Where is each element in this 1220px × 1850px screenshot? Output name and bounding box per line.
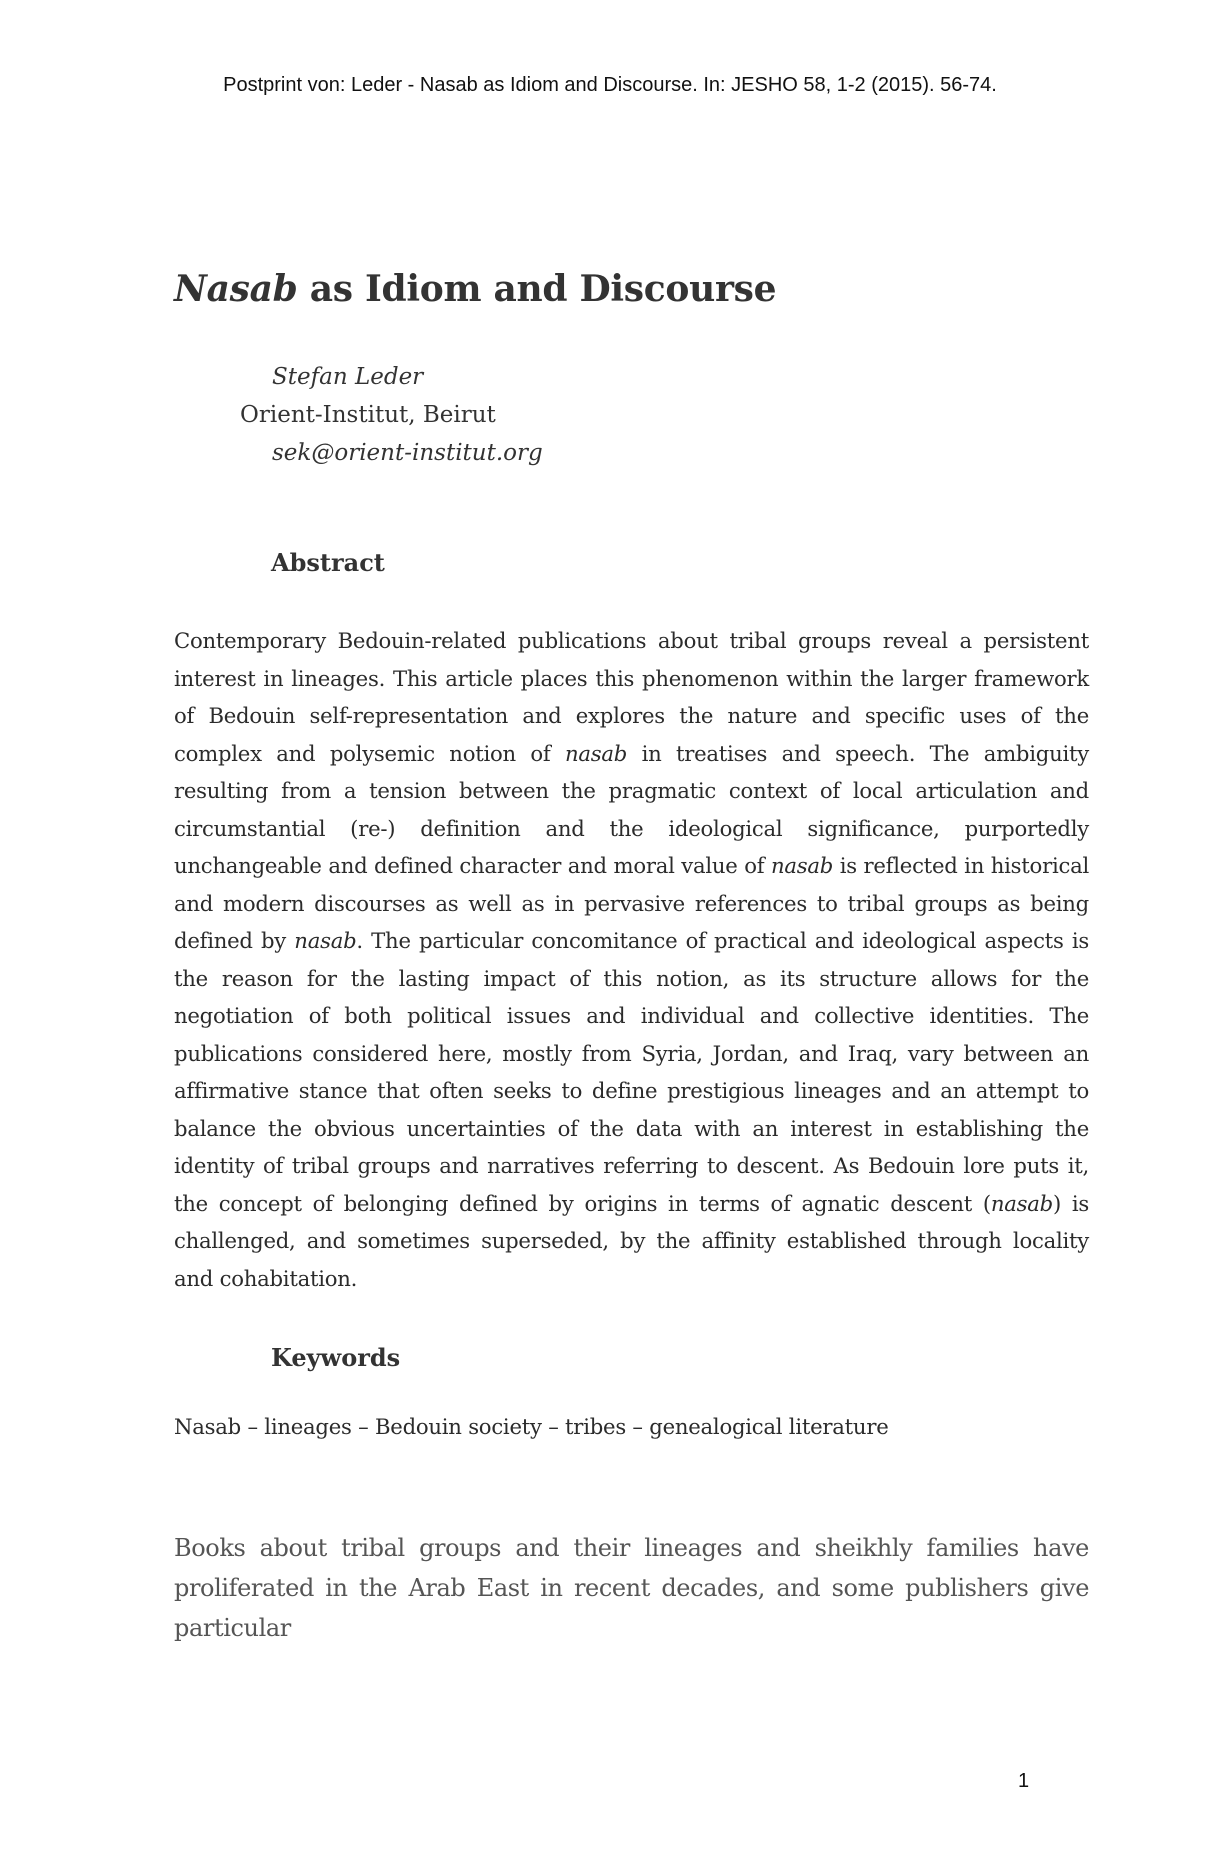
page-number: 1 [1018, 1770, 1030, 1792]
abstract-term-nasab: nasab [564, 740, 628, 766]
abstract-segment: Contemporary Bedouin-related publications about tribal groups reveal a persistent interest in lineages. This article places this phenomenon within the larger framework of Bedouin self-representation and explores the nature and specific uses of the complex and polysemic notion of [174, 628, 1089, 766]
abstract-heading: Abstract [271, 548, 385, 577]
abstract-term-nasab: nasab [294, 928, 357, 953]
keywords-heading: Keywords [271, 1343, 401, 1372]
body-paragraph: Books about tribal groups and their lineages and sheikhly families have proliferated in the Arab East in recent decades, and some publishers give particular [174, 1534, 1089, 1642]
title-italic-word: Nasab [174, 268, 298, 310]
citation-header: Postprint von: Leder - Nasab as Idiom and Discourse. In: JESHO 58, 1-2 (2015). 56-74. [223, 74, 997, 96]
author-name: Stefan Leder [272, 364, 424, 390]
author-email: sek@orient-institut.org [272, 440, 543, 466]
keywords-list: Nasab – lineages – Bedouin society – tribes – genealogical literature [174, 1414, 889, 1439]
abstract-term-nasab: nasab [990, 1190, 1053, 1216]
abstract-segment: ) is challenged, and sometimes superseded, by the affinity established through locality and cohabitation. [174, 1190, 1089, 1291]
article-title [174, 268, 776, 310]
abstract-segment: in treatises and speech. The ambiguity resulting from a tension between the pragmatic context of local articulation and circumstantial (re-) definition and the ideological significance, purportedly unchangeable and defined character and moral value of [174, 740, 1089, 878]
author-affiliation: Orient-Institut, Beirut [240, 402, 496, 428]
abstract-segment: . The particular concomitance of practical and ideological aspects is the reason for the lasting impact of this notion, as its structure allows for the negotiation of both political issues and individual and collective identities. The publications considered here, mostly from Syria, Jordan, and Iraq, vary between an affirmative stance that often seeks to define prestigious lineages and an attempt to balance the obvious uncertainties of the data with an interest in establishing the identity of tribal groups and narratives referring to descent. As Bedouin lore puts it, the concept of belonging defined by origins in terms of agnatic descent ( [174, 928, 1089, 1216]
abstract-text [174, 622, 1089, 1297]
author-block [240, 358, 543, 472]
abstract-segment: is reflected in historical and modern discourses as well as in pervasive references to tribal groups as being defined by [174, 853, 1089, 953]
abstract-term-nasab: nasab [770, 853, 834, 878]
title-rest: as Idiom and Discourse [297, 268, 777, 310]
